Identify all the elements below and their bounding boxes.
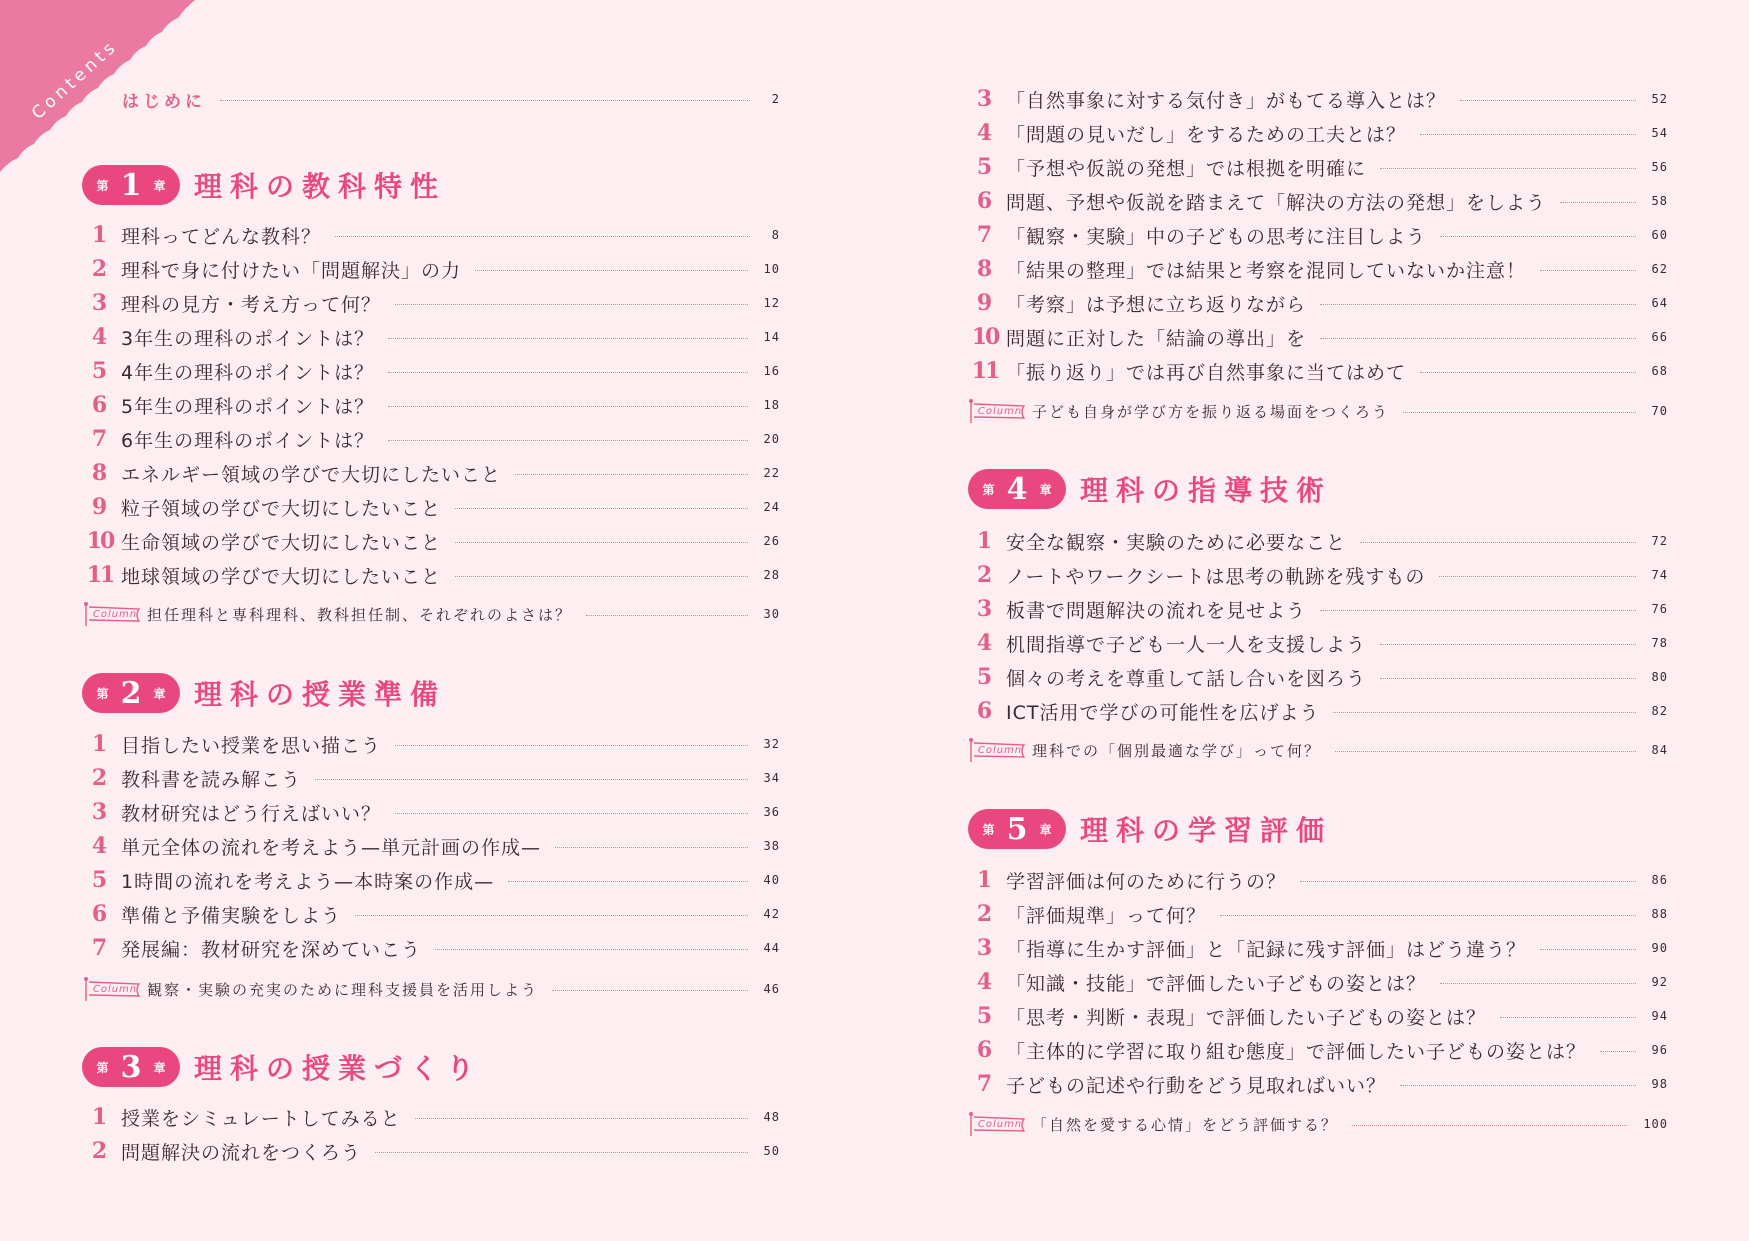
toc-entry[interactable]	[968, 1067, 1668, 1101]
toc-entry[interactable]	[83, 490, 780, 524]
column-page: 30	[763, 607, 780, 621]
chapter-number: 5	[1006, 811, 1028, 847]
entry-title: 理科ってどんな教科？	[121, 225, 322, 248]
dot-leader	[388, 372, 747, 373]
entry-number: 9	[976, 290, 994, 316]
toc-entry[interactable]	[968, 252, 1668, 286]
column-page: 84	[1651, 743, 1668, 757]
entry-page: 28	[763, 568, 780, 582]
dot-leader	[555, 847, 748, 848]
dot-leader	[1403, 412, 1636, 413]
dot-leader	[1380, 678, 1636, 679]
entry-title: ノートやワークシートは思考の軌跡を残すもの	[1006, 565, 1426, 588]
chapter-header	[968, 464, 1332, 514]
toc-entry[interactable]	[968, 82, 1668, 116]
entry-title: 安全な観察・実験のために必要なこと	[1006, 531, 1347, 554]
chapter-header	[82, 1042, 482, 1092]
column-title: 子ども自身が学び方を振り返る場面をつくろう	[1032, 402, 1390, 421]
column-entry[interactable]	[968, 733, 1668, 767]
entry-title: 1時間の流れを考えよう—本時案の作成—	[121, 870, 495, 893]
entry-title: 理科で身に付けたい「問題解決」の力	[121, 259, 462, 282]
entry-title: 「観察・実験」中の子どもの思考に注目しよう	[1006, 225, 1427, 248]
chapter-title: 理科の授業準備	[194, 678, 447, 711]
entry-number: 11	[971, 358, 999, 384]
toc-entry[interactable]	[83, 863, 780, 897]
toc-entry[interactable]	[83, 558, 780, 592]
entry-number: 2	[976, 901, 994, 927]
toc-entry[interactable]	[968, 999, 1668, 1033]
entry-number: 5	[976, 664, 994, 690]
chapter-title: 理科の指導技術	[1080, 474, 1333, 507]
chapter-header	[82, 668, 446, 718]
entry-number: 6	[976, 188, 994, 214]
entry-page: 82	[1651, 704, 1668, 718]
dot-leader	[1600, 1051, 1636, 1052]
entry-page: 80	[1651, 670, 1668, 684]
toc-entry[interactable]	[968, 354, 1668, 388]
toc-entry[interactable]	[968, 931, 1668, 965]
entry-title: 「問題の見いだし」をするための工夫とは？	[1006, 123, 1407, 146]
entry-title: 個々の考えを尊重して話し合いを図ろう	[1006, 667, 1367, 690]
entry-number: 8	[976, 256, 994, 282]
dot-leader	[1560, 202, 1636, 203]
column-badge-label: Column	[977, 405, 1023, 417]
entry-page: 10	[763, 262, 780, 276]
entry-title: 「思考・判断・表現」で評価したい子どもの姿とは？	[1006, 1006, 1487, 1029]
toc-entry[interactable]	[968, 965, 1668, 999]
entry-title: 机間指導で子ども一人一人を支援しよう	[1006, 633, 1367, 656]
entry-number: 9	[91, 494, 109, 520]
entry-page: 20	[763, 432, 780, 446]
entry-page: 16	[763, 364, 780, 378]
toc-entry[interactable]	[968, 592, 1668, 626]
intro-entry[interactable]	[118, 82, 780, 116]
entry-page: 64	[1651, 296, 1668, 310]
entry-page: 14	[763, 330, 780, 344]
dot-leader	[415, 1118, 748, 1119]
toc-entry[interactable]	[83, 931, 780, 965]
dot-leader	[1360, 542, 1636, 543]
entry-number: 1	[91, 731, 109, 757]
entry-title: 「指導に生かす評価」と「記録に残す評価」はどう違う？	[1006, 938, 1527, 961]
entry-number: 5	[91, 867, 109, 893]
entry-page: 36	[763, 805, 780, 819]
entry-title: 5年生の理科のポイントは？	[121, 395, 375, 418]
entry-page: 22	[763, 466, 780, 480]
chapter-number: 3	[120, 1049, 142, 1085]
dot-leader	[388, 406, 747, 407]
entry-page: 56	[1651, 160, 1668, 174]
column-badge	[968, 398, 1028, 424]
chapter-prefix: 第	[96, 686, 109, 701]
entry-title: 「自然事象に対する気付き」がもてる導入とは？	[1006, 89, 1447, 112]
dot-leader	[1220, 915, 1636, 916]
chapter-prefix: 第	[982, 822, 995, 837]
dot-leader	[1320, 338, 1636, 339]
entry-page: 58	[1651, 194, 1668, 208]
entry-page: 78	[1651, 636, 1668, 650]
dot-leader	[455, 542, 748, 543]
entry-title: 問題、予想や仮説を踏まえて「解決の方法の発想」をしよう	[1006, 191, 1547, 214]
toc-entry[interactable]	[83, 354, 780, 388]
chapter-suffix: 章	[153, 1060, 166, 1075]
chapter-header	[82, 160, 446, 210]
column-title: 観察・実験の充実のために理科支援員を活用しよう	[147, 980, 539, 999]
toc-entry[interactable]	[83, 897, 780, 931]
dot-leader	[1420, 372, 1636, 373]
toc-entry[interactable]	[83, 795, 780, 829]
dot-leader	[1335, 751, 1636, 752]
dot-leader	[475, 270, 748, 271]
column-badge	[968, 1111, 1028, 1137]
entry-number: 1	[91, 222, 109, 248]
entry-title: 地球領域の学びで大切にしたいこと	[121, 565, 442, 588]
entry-number: 5	[976, 1003, 994, 1029]
entry-page: 94	[1651, 1009, 1668, 1023]
entry-number: 3	[91, 290, 109, 316]
chapter-prefix: 第	[982, 482, 995, 497]
dot-leader	[375, 1152, 748, 1153]
toc-entry[interactable]	[83, 1134, 780, 1168]
entry-number: 8	[91, 460, 109, 486]
intro-title: はじめに	[122, 91, 206, 112]
dot-leader	[220, 100, 750, 101]
entry-title: ICT活用で学びの可能性を広げよう	[1006, 701, 1320, 724]
entry-number: 3	[976, 86, 994, 112]
dot-leader	[1439, 576, 1635, 577]
column-badge	[83, 976, 143, 1002]
dot-leader	[455, 576, 748, 577]
dot-leader	[1333, 712, 1635, 713]
toc-entry[interactable]	[968, 218, 1668, 252]
toc-entry[interactable]	[968, 897, 1668, 931]
entry-page: 62	[1651, 262, 1668, 276]
toc-entry[interactable]	[968, 524, 1668, 558]
chapter-title: 理科の学習評価	[1080, 814, 1333, 847]
dot-leader	[552, 990, 748, 991]
entry-number: 7	[91, 426, 109, 452]
entry-title: エネルギー領域の学びで大切にしたいこと	[121, 463, 502, 486]
chapter-number-pill	[968, 809, 1066, 849]
chapter-title: 理科の教科特性	[194, 170, 447, 203]
column-entry[interactable]	[968, 394, 1668, 428]
toc-entry[interactable]	[968, 116, 1668, 150]
chapter-prefix: 第	[96, 1060, 109, 1075]
entry-title: 目指したい授業を思い描こう	[121, 734, 382, 757]
dot-leader	[586, 615, 748, 616]
dot-leader	[388, 440, 747, 441]
entry-number: 10	[971, 324, 999, 350]
entry-page: 24	[763, 500, 780, 514]
toc-entry[interactable]	[83, 388, 780, 422]
toc-entry[interactable]	[83, 524, 780, 558]
entry-page: 92	[1651, 975, 1668, 989]
entry-number: 6	[91, 901, 109, 927]
entry-number: 2	[91, 1138, 109, 1164]
entry-title: 「振り返り」では再び自然事象に当てはめて	[1006, 361, 1407, 384]
dot-leader	[1400, 1085, 1636, 1086]
chapter-number: 4	[1006, 471, 1028, 507]
entry-number: 7	[976, 222, 994, 248]
entry-number: 2	[91, 256, 109, 282]
entry-title: 理科の見方・考え方って何？	[121, 293, 382, 316]
column-title: 担任理科と専科理科、教科担任制、それぞれのよさは？	[147, 605, 573, 624]
entry-page: 60	[1651, 228, 1668, 242]
column-badge-label: Column	[977, 1118, 1023, 1130]
toc-entry[interactable]	[83, 829, 780, 863]
dot-leader	[1300, 881, 1636, 882]
dot-leader	[1540, 949, 1636, 950]
column-entry[interactable]	[83, 597, 780, 631]
entry-number: 6	[91, 392, 109, 418]
dot-leader	[1440, 236, 1636, 237]
column-title: 「自然を愛する心情」をどう評価する？	[1032, 1115, 1339, 1134]
chapter-title: 理科の授業づくり	[194, 1052, 483, 1085]
entry-page: 34	[763, 771, 780, 785]
dot-leader	[1500, 1017, 1636, 1018]
entry-title: 教科書を読み解こう	[121, 768, 302, 791]
entry-page: 44	[763, 941, 780, 955]
entry-page: 40	[763, 873, 780, 887]
entry-title: 「予想や仮説の発想」では根拠を明確に	[1006, 157, 1367, 180]
column-badge-label: Column	[977, 744, 1023, 756]
chapter-number-pill	[82, 165, 180, 205]
entry-page: 8	[771, 228, 780, 242]
entry-page: 76	[1651, 602, 1668, 616]
entry-title: 粒子領域の学びで大切にしたいこと	[121, 497, 442, 520]
entry-page: 48	[763, 1110, 780, 1124]
column-badge-label: Column	[92, 983, 138, 995]
entry-number: 4	[976, 120, 994, 146]
toc-entry[interactable]	[83, 1100, 780, 1134]
chapter-number-pill	[82, 673, 180, 713]
entry-title: 生命領域の学びで大切にしたいこと	[121, 531, 442, 554]
chapter-number: 1	[120, 167, 142, 203]
dot-leader	[395, 813, 748, 814]
dot-leader	[1540, 270, 1636, 271]
dot-leader	[508, 881, 747, 882]
entry-number: 5	[91, 358, 109, 384]
entry-number: 2	[91, 765, 109, 791]
entry-page: 50	[763, 1144, 780, 1158]
chapter-suffix: 章	[153, 686, 166, 701]
entry-title: 授業をシミュレートしてみると	[121, 1107, 401, 1130]
toc-entry[interactable]	[968, 558, 1668, 592]
entry-page: 54	[1651, 126, 1668, 140]
toc-entry[interactable]	[83, 286, 780, 320]
entry-page: 32	[763, 737, 780, 751]
entry-page: 96	[1651, 1043, 1668, 1057]
entry-page: 12	[763, 296, 780, 310]
chapter-suffix: 章	[153, 178, 166, 193]
entry-number: 4	[976, 630, 994, 656]
entry-title: 「主体的に学習に取り組む態度」で評価したい子どもの姿とは？	[1006, 1040, 1587, 1063]
column-entry[interactable]	[83, 972, 780, 1006]
entry-page: 38	[763, 839, 780, 853]
dot-leader	[1420, 134, 1636, 135]
column-badge	[83, 601, 143, 627]
entry-title: 問題解決の流れをつくろう	[121, 1141, 362, 1164]
toc-entry[interactable]	[968, 1033, 1668, 1067]
dot-leader	[1440, 983, 1636, 984]
chapter-header	[968, 804, 1332, 854]
entry-title: 6年生の理科のポイントは？	[121, 429, 375, 452]
entry-page: 42	[763, 907, 780, 921]
entry-number: 3	[976, 935, 994, 961]
dot-leader	[435, 949, 748, 950]
chapter-number: 2	[120, 675, 142, 711]
column-title: 理科での「個別最適な学び」って何？	[1032, 741, 1322, 760]
dot-leader	[315, 779, 748, 780]
entry-number: 1	[976, 867, 994, 893]
entry-number: 4	[91, 324, 109, 350]
dot-leader	[515, 474, 748, 475]
entry-page: 90	[1651, 941, 1668, 955]
entry-number: 10	[86, 528, 114, 554]
intro-page: 2	[771, 92, 780, 106]
dot-leader	[395, 745, 748, 746]
entry-number: 2	[976, 562, 994, 588]
entry-number: 1	[976, 528, 994, 554]
toc-entry[interactable]	[83, 761, 780, 795]
dot-leader	[1380, 168, 1636, 169]
dot-leader	[1460, 100, 1636, 101]
entry-title: 教材研究はどう行えばいい？	[121, 802, 382, 825]
entry-page: 88	[1651, 907, 1668, 921]
entry-page: 68	[1651, 364, 1668, 378]
toc-entry[interactable]	[968, 626, 1668, 660]
chapter-number-pill	[82, 1047, 180, 1087]
toc-entry[interactable]	[968, 286, 1668, 320]
dot-leader	[455, 508, 748, 509]
entry-title: 単元全体の流れを考えよう—単元計画の作成—	[121, 836, 542, 859]
entry-number: 1	[91, 1104, 109, 1130]
dot-leader	[335, 236, 750, 237]
column-entry[interactable]	[968, 1107, 1668, 1141]
entry-title: 発展編：教材研究を深めていこう	[121, 938, 422, 961]
entry-number: 3	[976, 596, 994, 622]
entry-title: 「評価規準」って何？	[1006, 904, 1207, 927]
chapter-suffix: 章	[1039, 482, 1052, 497]
entry-number: 3	[91, 799, 109, 825]
toc-entry[interactable]	[83, 320, 780, 354]
entry-title: 問題に正対した「結論の導出」を	[1006, 327, 1307, 350]
entry-title: 準備と予備実験をしよう	[121, 904, 342, 927]
entry-title: 「考察」は予想に立ち返りながら	[1006, 293, 1307, 316]
entry-number: 6	[976, 1037, 994, 1063]
entry-page: 74	[1651, 568, 1668, 582]
toc-entry[interactable]	[968, 320, 1668, 354]
entry-number: 4	[976, 969, 994, 995]
dot-leader	[1320, 610, 1636, 611]
entry-page: 66	[1651, 330, 1668, 344]
chapter-suffix: 章	[1039, 822, 1052, 837]
entry-number: 6	[976, 698, 994, 724]
toc-entry[interactable]	[83, 727, 780, 761]
column-badge	[968, 737, 1028, 763]
toc-entry[interactable]	[968, 694, 1668, 728]
entry-title: 「結果の整理」では結果と考察を混同していないか注意！	[1006, 259, 1527, 282]
entry-number: 7	[976, 1071, 994, 1097]
entry-page: 86	[1651, 873, 1668, 887]
entry-title: 4年生の理科のポイントは？	[121, 361, 375, 384]
toc-entry[interactable]	[83, 252, 780, 286]
column-badge-label: Column	[92, 608, 138, 620]
toc-entry[interactable]	[83, 456, 780, 490]
column-page: 70	[1651, 404, 1668, 418]
dot-leader	[355, 915, 748, 916]
toc-entry[interactable]	[83, 422, 780, 456]
chapter-prefix: 第	[96, 178, 109, 193]
entry-page: 18	[763, 398, 780, 412]
toc-entry[interactable]	[968, 150, 1668, 184]
toc-entry[interactable]	[83, 218, 780, 252]
toc-entry[interactable]	[968, 863, 1668, 897]
dot-leader	[1320, 304, 1636, 305]
entry-number: 4	[91, 833, 109, 859]
chapter-number-pill	[968, 469, 1066, 509]
corner-label: Contents	[27, 36, 122, 124]
entry-title: 「知識・技能」で評価したい子どもの姿とは？	[1006, 972, 1427, 995]
entry-title: 子どもの記述や行動をどう見取ればいい？	[1006, 1074, 1387, 1097]
column-page: 100	[1643, 1117, 1668, 1131]
entry-number: 11	[86, 562, 114, 588]
column-page: 46	[763, 982, 780, 996]
dot-leader	[1380, 644, 1636, 645]
entry-page: 98	[1651, 1077, 1668, 1091]
entry-page: 52	[1651, 92, 1668, 106]
toc-entry[interactable]	[968, 660, 1668, 694]
dot-leader	[395, 304, 748, 305]
entry-number: 5	[976, 154, 994, 180]
entry-title: 板書で問題解決の流れを見せよう	[1006, 599, 1307, 622]
entry-page: 72	[1651, 534, 1668, 548]
entry-number: 7	[91, 935, 109, 961]
entry-title: 学習評価は何のために行うの？	[1006, 870, 1287, 893]
dot-leader	[388, 338, 747, 339]
entry-title: 3年生の理科のポイントは？	[121, 327, 375, 350]
dot-leader	[1352, 1125, 1627, 1126]
toc-entry[interactable]	[968, 184, 1668, 218]
entry-page: 26	[763, 534, 780, 548]
